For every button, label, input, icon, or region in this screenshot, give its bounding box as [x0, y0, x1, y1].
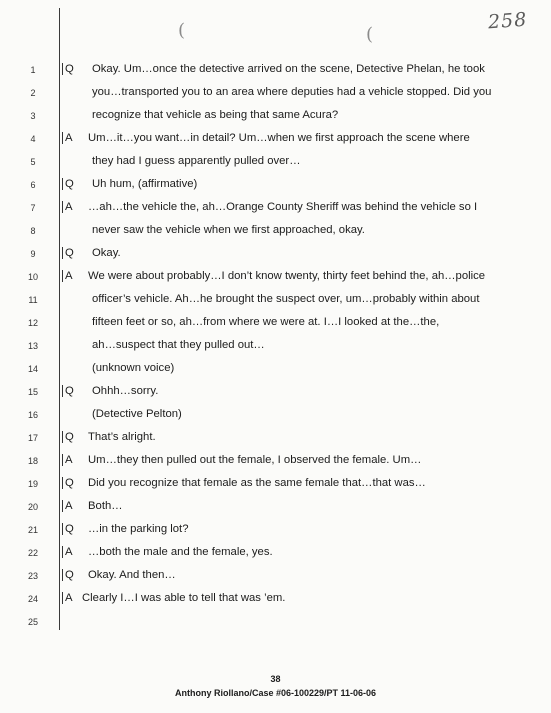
line-number: 10	[27, 272, 38, 282]
transcript-line	[0, 245, 551, 265]
speaker-label: A	[62, 132, 79, 144]
speaker-label: A	[62, 546, 79, 558]
transcript-line	[0, 406, 551, 426]
line-text: fifteen feet or so, ah…from where we were at. I…I looked at the…the,	[92, 316, 440, 328]
line-text: never saw the vehicle when we first approached, okay.	[92, 224, 365, 236]
line-number: 24	[27, 594, 38, 604]
line-text: Ohhh…sorry.	[92, 385, 159, 397]
speaker-label: Q	[62, 523, 79, 535]
transcript-line	[0, 383, 551, 403]
line-text: …in the parking lot?	[88, 523, 189, 535]
speaker-label: Q	[62, 247, 79, 259]
line-text: Okay. Um…once the detective arrived on the scene, Detective Phelan, he took	[92, 63, 485, 75]
line-number: 12	[27, 318, 38, 328]
transcript-line	[0, 291, 551, 311]
line-text: …ah…the vehicle the, ah…Orange County Sheriff was behind the vehicle so I	[88, 201, 478, 213]
line-number: 22	[27, 548, 38, 558]
line-text: Did you recognize that female as the same female that…that was…	[88, 477, 426, 489]
speaker-label: Q	[62, 385, 79, 397]
transcript-line	[0, 544, 551, 564]
line-number: 5	[30, 157, 36, 167]
transcript-line	[0, 337, 551, 357]
speaker-label: Q	[62, 569, 79, 581]
transcript-line	[0, 452, 551, 472]
speaker-label: Q	[62, 477, 79, 489]
line-text: Um…they then pulled out the female, I observed the female. Um…	[88, 454, 422, 466]
transcript-line	[0, 590, 551, 610]
line-text: you…transported you to an area where deputies had a vehicle stopped. Did you	[92, 86, 492, 98]
line-number: 19	[27, 479, 38, 489]
speaker-label: A	[62, 592, 79, 604]
line-text: Okay. And then…	[88, 569, 176, 581]
transcript-line	[0, 429, 551, 449]
line-text: Clearly I…I was able to tell that was ’em.	[82, 592, 286, 604]
line-text: Okay.	[92, 247, 121, 259]
transcript-line	[0, 222, 551, 242]
speaker-label: Q	[62, 178, 79, 190]
line-text: recognize that vehicle as being that same Acura?	[92, 109, 339, 121]
line-number: 17	[27, 433, 38, 443]
line-number: 6	[30, 180, 36, 190]
line-text: ah…suspect that they pulled out…	[92, 339, 265, 351]
speaker-label: Q	[62, 431, 79, 443]
transcript-line	[0, 176, 551, 196]
line-number: 1	[30, 65, 36, 75]
line-text: …both the male and the female, yes.	[88, 546, 273, 558]
speaker-label: Q	[62, 63, 79, 75]
transcript-line	[0, 613, 551, 633]
bates-stamp: 258	[487, 8, 528, 34]
line-number: 11	[28, 295, 38, 305]
line-text: (unknown voice)	[92, 362, 175, 374]
line-number: 3	[30, 111, 36, 121]
line-text: We were about probably…I don’t know twenty, thirty feet behind the, ah…police	[88, 270, 486, 282]
line-number: 20	[27, 502, 38, 512]
line-number: 8	[30, 226, 36, 236]
line-number: 18	[27, 456, 38, 466]
line-number: 2	[30, 88, 36, 98]
line-number: 16	[27, 410, 38, 420]
speaker-label: A	[62, 500, 79, 512]
case-footer: Anthony Riollano/Case #06-100229/PT 11-06-06	[174, 688, 377, 698]
speaker-label: A	[62, 201, 79, 213]
transcript-line	[0, 130, 551, 150]
line-text: Both…	[88, 500, 123, 512]
speaker-label: A	[62, 454, 79, 466]
transcript-line	[0, 61, 551, 81]
punch-mark: (	[178, 20, 186, 41]
transcript-line	[0, 84, 551, 104]
speaker-label: A	[62, 270, 79, 282]
page-number: 38	[270, 674, 281, 684]
line-number: 15	[27, 387, 38, 397]
transcript-line	[0, 268, 551, 288]
line-number: 13	[27, 341, 38, 351]
transcript-line	[0, 314, 551, 334]
line-number: 7	[30, 203, 36, 213]
line-text: they had I guess apparently pulled over…	[92, 155, 301, 167]
line-text: Um…it…you want…in detail? Um…when we first approach the scene where	[88, 132, 470, 144]
transcript-line	[0, 521, 551, 541]
transcript-line	[0, 107, 551, 127]
transcript-line	[0, 475, 551, 495]
line-number: 21	[27, 525, 38, 535]
line-text: (Detective Pelton)	[92, 408, 182, 420]
punch-mark: (	[366, 24, 374, 45]
line-text: That’s alright.	[88, 431, 156, 443]
transcript-line	[0, 567, 551, 587]
line-text: Uh hum, (affirmative)	[92, 178, 198, 190]
line-text: officer’s vehicle. Ah…he brought the suspect over, um…probably within about	[92, 293, 480, 305]
line-number: 25	[27, 617, 38, 627]
line-number: 9	[30, 249, 36, 259]
line-number: 23	[27, 571, 38, 581]
transcript-line	[0, 498, 551, 518]
transcript-line	[0, 153, 551, 173]
transcript-line	[0, 199, 551, 219]
transcript-line	[0, 360, 551, 380]
line-number: 4	[30, 134, 36, 144]
line-number: 14	[27, 364, 38, 374]
